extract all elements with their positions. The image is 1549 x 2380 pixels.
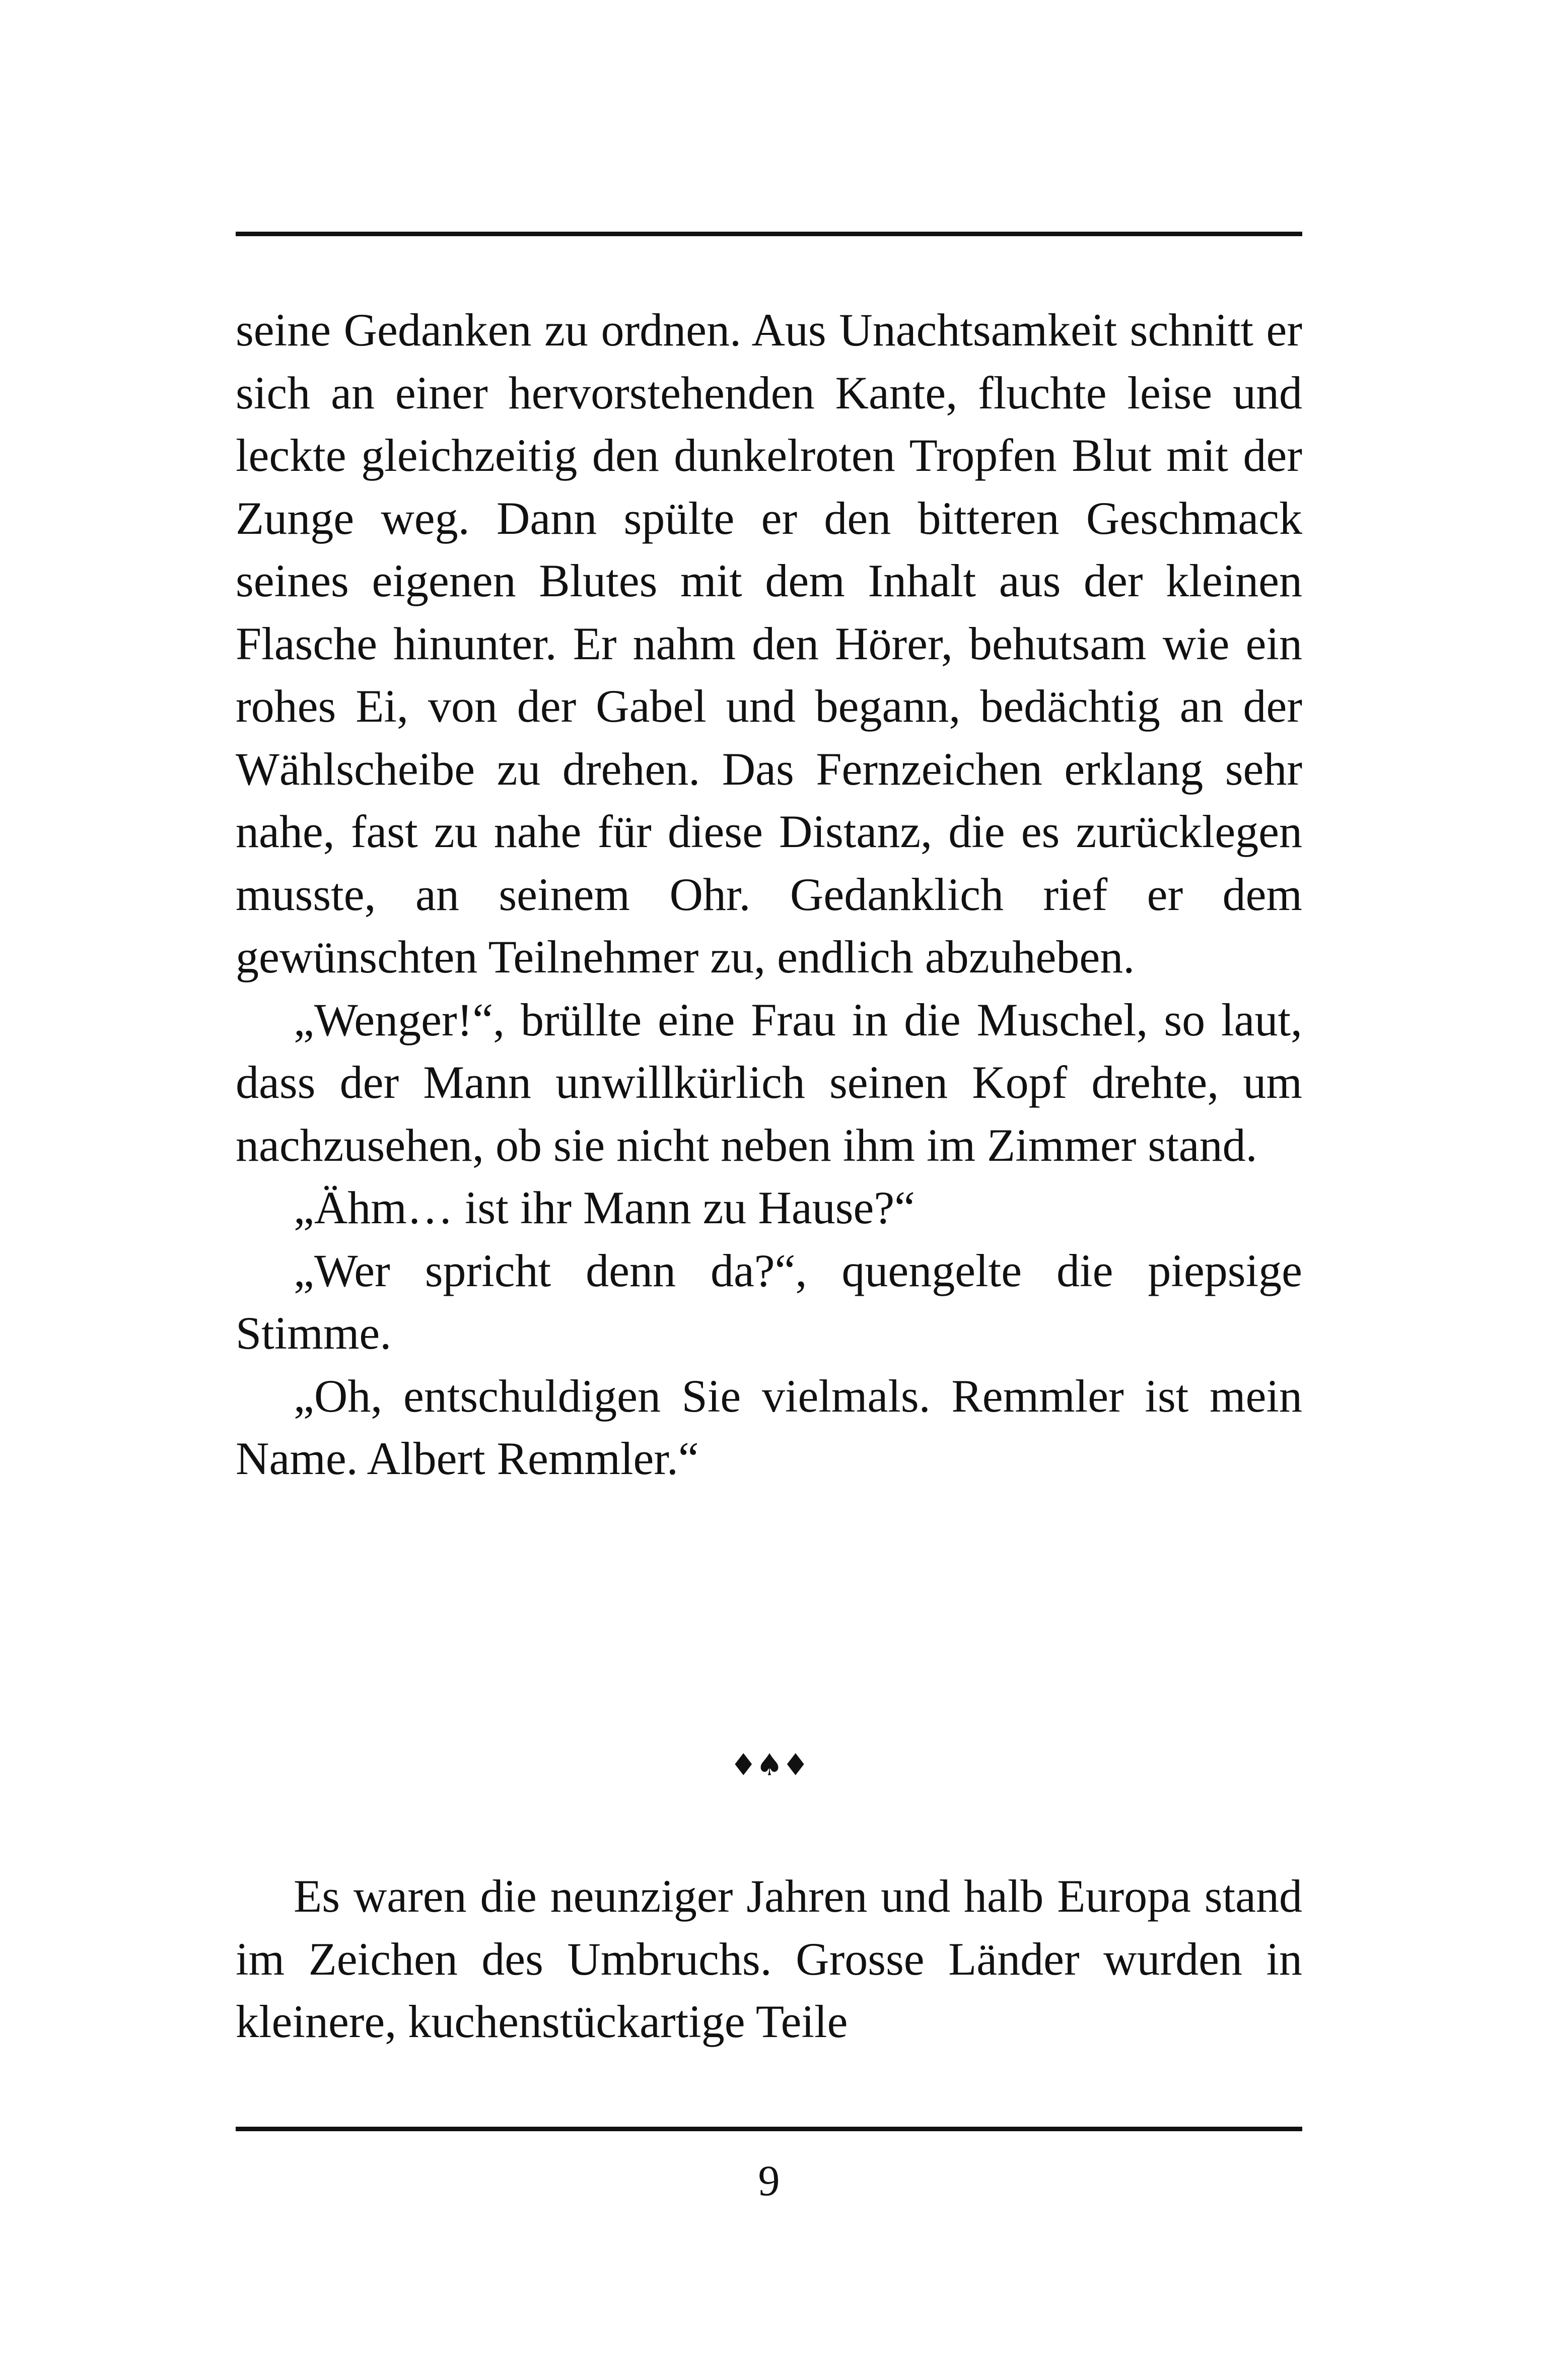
paragraph-dialogue-1: „Wenger!“, brüllte eine Frau in die Muschel, so laut, dass der Mann unwillkürlich seinen Kopf drehte, um nachzusehen, ob sie nicht neben ihm im Zimmer stand. <box>236 994 1302 1171</box>
main-text <box>236 299 1302 1490</box>
paragraph-new-section: Es waren die neunziger Jahren und halb Europa stand im Zeichen des Umbruchs. Grosse Länder wurden in kleinere, kuchenstückartige Teile <box>236 1870 1302 2047</box>
section-text <box>236 1865 1302 2053</box>
bottom-rule <box>236 2127 1302 2131</box>
paragraph-dialogue-3: „Wer spricht denn da?“, quengelte die piepsige Stimme. <box>236 1244 1302 1359</box>
paragraph-dialogue-4: „Oh, entschuldigen Sie vielmals. Remmler ist mein Name. Albert Remmler.“ <box>236 1370 1302 1484</box>
page-number: 9 <box>758 2156 780 2205</box>
paragraph-dialogue-2: „Ähm… ist ihr Mann zu Hause?“ <box>294 1182 916 1233</box>
top-rule <box>236 232 1302 236</box>
section-separator: ♦♠♦ <box>730 1747 808 1783</box>
paragraph-continuation: seine Gedanken zu ordnen. Aus Unachtsamkeit schnitt er sich an einer hervorstehenden Kante, fluchte leise und leckte gleichzeitig den dunkelroten Tropfen Blut mit der Zunge weg. Dann spülte er den bitteren Geschmack seines eigenen Blutes mit dem Inhalt aus der kleinen Flasche hinunter. Er nahm den Hörer, behutsam wie ein rohes Ei, von der Gabel und begann, bedächtig an der Wählscheibe zu drehen. Das Fernzeichen erklang sehr nahe, fast zu nahe für diese Distanz, die es zurücklegen musste, an seinem Ohr. Gedanklich rief er dem gewünschten Teilnehmer zu, endlich abzuheben. <box>236 304 1302 983</box>
